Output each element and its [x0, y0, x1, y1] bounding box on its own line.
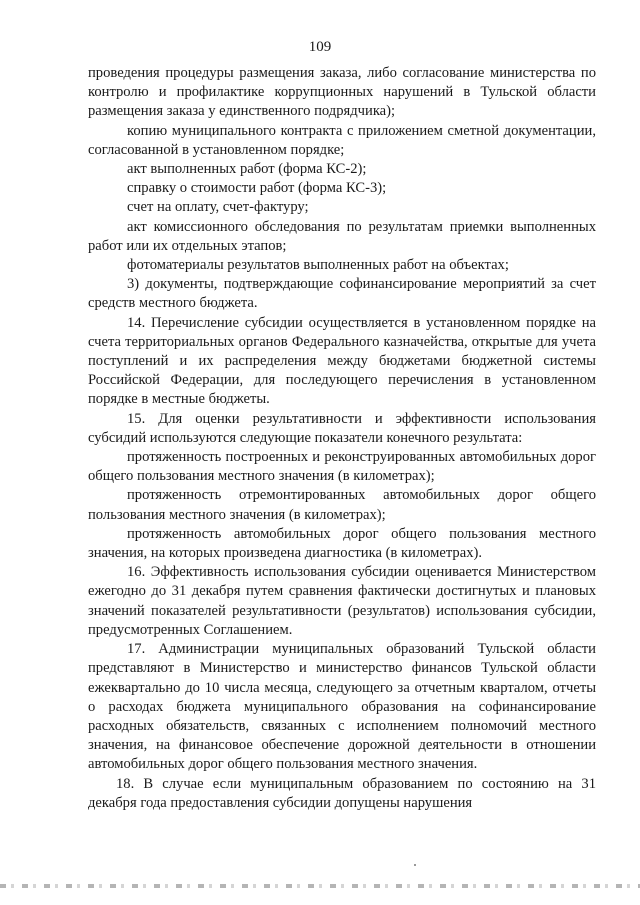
paragraph-16: 16. Эффективность использования субсидии оценивается Министерством ежегодно до 31 декабря путем сравнения фактически достигнутых и плановых значений показателей результативности (результатов) использования субсидии, предусмотренных Соглашением.: [88, 564, 596, 638]
scan-speck: [414, 864, 416, 866]
paragraph-17: 17. Администрации муниципальных образований Тульской области представляют в Министерство и министерство финансов Тульской области ежеквартально до 10 числа месяца, следующего за отчетным кварталом, отчеты о расходах бюджета муниципального образования на софинансирование расходных обязательств, связанных с исполнением полномочий местного значения, на финансовое обеспечение дорожной деятельности в отношении автомобильных дорог общего пользования местного значения.: [88, 641, 596, 773]
list-item: счет на оплату, счет-фактуру;: [127, 199, 309, 216]
list-item: фотоматериалы результатов выполненных работ на объектах;: [127, 257, 509, 274]
list-item: акт выполненных работ (форма КС-2);: [127, 161, 367, 178]
paragraph-18: 18. В случае если муниципальным образованием по состоянию на 31 декабря года предоставления субсидии допущены нарушения: [88, 775, 596, 811]
scan-edge-noise: [0, 884, 640, 888]
list-item: протяженность автомобильных дорог общего пользования местного значения, на которых произведена диагностика (в километрах).: [88, 525, 596, 562]
list-item: протяженность построенных и реконструированных автомобильных дорог общего пользования местного значения (в километрах);: [88, 449, 596, 485]
list-item: протяженность отремонтированных автомобильных дорог общего пользования местного значения (в километрах);: [88, 487, 596, 523]
document-body: [88, 64, 596, 813]
paragraph-15: 15. Для оценки результативности и эффективности использования субсидий используются следующие показатели конечного результата:: [88, 410, 596, 446]
list-item: справку о стоимости работ (форма КС-3);: [127, 180, 387, 197]
list-item: копию муниципального контракта с приложением сметной документации, согласованной в установленном порядке;: [88, 122, 596, 158]
page-number: 109: [308, 39, 332, 55]
paragraph-14: 14. Перечисление субсидии осуществляется в установленном порядке на счета территориальных органов Федерального казначейства, открытые для учета поступлений и их распределения между бюджетами бюджетной системы Российской Федерации, для последующего перечисления в установленном порядке в местные бюджеты.: [88, 314, 596, 408]
list-item: 3) документы, подтверждающие софинансирование мероприятий за счет средств местного бюджета.: [88, 276, 596, 312]
list-item: акт комиссионного обследования по результатам приемки выполненных работ или их отдельных этапов;: [88, 218, 596, 254]
paragraph: проведения процедуры размещения заказа, либо согласование министерства по контролю и профилактике коррупционных нарушений в Тульской области размещения заказа у единственного подрядчика);: [88, 65, 596, 120]
